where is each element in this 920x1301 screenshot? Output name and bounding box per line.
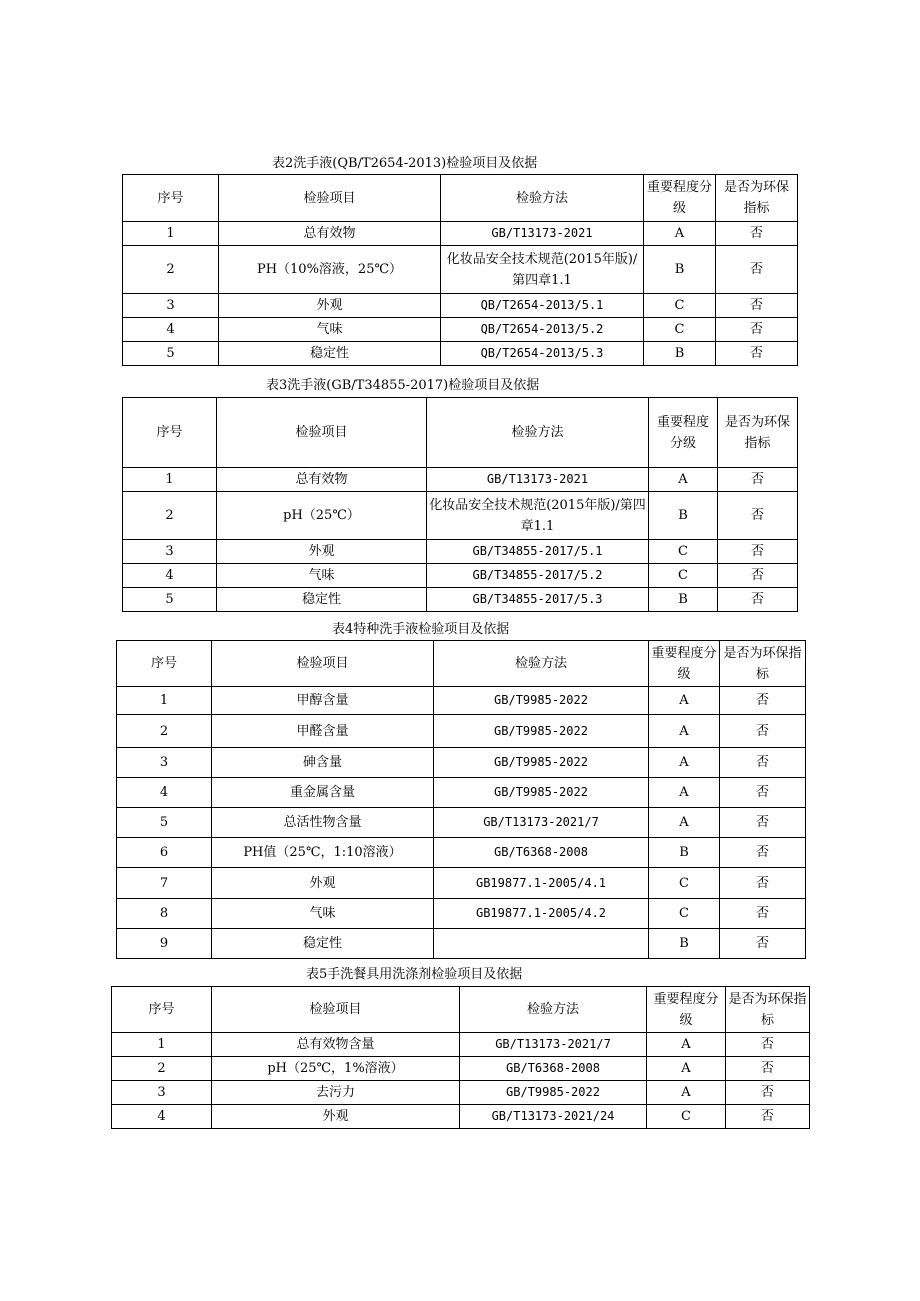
cell-method: GB19877.1-2005/4.2 xyxy=(434,899,649,929)
cell-item: 外观 xyxy=(217,540,427,564)
cell-item: 稳定性 xyxy=(219,342,441,366)
cell-grade: A xyxy=(649,468,718,492)
cell-method: GB/T6368-2008 xyxy=(460,1057,647,1081)
cell-env: 否 xyxy=(716,222,798,246)
table-row xyxy=(123,294,798,318)
cell-method: GB/T9985-2022 xyxy=(434,748,649,778)
cell-method xyxy=(434,929,649,959)
cell-item: 甲醛含量 xyxy=(212,715,434,748)
cell-grade: A xyxy=(649,687,720,715)
header-item: 检验项目 xyxy=(212,641,434,687)
table-row xyxy=(123,468,798,492)
cell-grade: A xyxy=(649,715,720,748)
cell-grade: A xyxy=(649,778,720,808)
cell-env: 否 xyxy=(720,808,806,838)
cell-seq: 3 xyxy=(123,294,219,318)
cell-item: 气味 xyxy=(219,318,441,342)
cell-grade: B xyxy=(649,838,720,868)
cell-grade: B xyxy=(649,492,718,540)
cell-method: GB/T13173-2021 xyxy=(441,222,644,246)
cell-item: 去污力 xyxy=(212,1081,460,1105)
cell-env: 否 xyxy=(720,899,806,929)
cell-seq: 5 xyxy=(117,808,212,838)
cell-seq: 4 xyxy=(117,778,212,808)
header-seq: 序号 xyxy=(117,641,212,687)
cell-method: GB/T34855-2017/5.2 xyxy=(427,564,649,588)
cell-grade: B xyxy=(649,929,720,959)
cell-env: 否 xyxy=(726,1033,810,1057)
table-row xyxy=(117,929,806,959)
cell-item: 气味 xyxy=(212,899,434,929)
cell-item: pH（25℃） xyxy=(217,492,427,540)
header-method: 检验方法 xyxy=(460,987,647,1033)
cell-env: 否 xyxy=(720,929,806,959)
table-row xyxy=(117,868,806,899)
cell-method: QB/T2654-2013/5.2 xyxy=(441,318,644,342)
table-row xyxy=(112,1081,810,1105)
cell-seq: 1 xyxy=(123,222,219,246)
table-header-row xyxy=(112,987,810,1033)
cell-item: PH（10%溶液，25℃） xyxy=(219,246,441,294)
header-grade: 重要程度分级 xyxy=(647,987,726,1033)
cell-grade: C xyxy=(649,540,718,564)
table-4-caption: 表4特种洗手液检验项目及依据 xyxy=(332,622,510,637)
header-item: 检验项目 xyxy=(219,175,441,222)
cell-seq: 2 xyxy=(123,492,217,540)
cell-seq: 8 xyxy=(117,899,212,929)
cell-grade: C xyxy=(649,868,720,899)
cell-seq: 3 xyxy=(123,540,217,564)
header-grade: 重要程度分级 xyxy=(644,175,716,222)
table-row xyxy=(117,748,806,778)
cell-env: 否 xyxy=(718,540,798,564)
cell-item: 总有效物 xyxy=(217,468,427,492)
cell-env: 否 xyxy=(718,468,798,492)
table-row xyxy=(117,808,806,838)
cell-env: 否 xyxy=(718,564,798,588)
cell-method: GB/T9985-2022 xyxy=(434,778,649,808)
cell-env: 否 xyxy=(720,715,806,748)
header-seq: 序号 xyxy=(112,987,212,1033)
cell-item: 总活性物含量 xyxy=(212,808,434,838)
header-method: 检验方法 xyxy=(427,398,649,468)
cell-item: 外观 xyxy=(219,294,441,318)
cell-seq: 1 xyxy=(123,468,217,492)
table-2 xyxy=(122,174,798,366)
cell-item: 外观 xyxy=(212,1105,460,1129)
cell-grade: B xyxy=(644,342,716,366)
cell-method: GB/T13173-2021/7 xyxy=(460,1033,647,1057)
table-row xyxy=(112,1105,810,1129)
header-method: 检验方法 xyxy=(441,175,644,222)
cell-grade: A xyxy=(649,748,720,778)
cell-seq: 9 xyxy=(117,929,212,959)
cell-method: GB/T9985-2022 xyxy=(434,715,649,748)
table-row xyxy=(123,588,798,612)
cell-item: 稳定性 xyxy=(212,929,434,959)
header-env: 是否为环保指标 xyxy=(726,987,810,1033)
cell-env: 否 xyxy=(720,778,806,808)
table-row xyxy=(117,687,806,715)
cell-env: 否 xyxy=(726,1081,810,1105)
table-header-row xyxy=(117,641,806,687)
cell-item: 甲醇含量 xyxy=(212,687,434,715)
table-row xyxy=(123,564,798,588)
cell-seq: 4 xyxy=(123,318,219,342)
cell-method: GB19877.1-2005/4.1 xyxy=(434,868,649,899)
cell-seq: 2 xyxy=(123,246,219,294)
cell-grade: A xyxy=(649,808,720,838)
header-item: 检验项目 xyxy=(217,398,427,468)
cell-method: GB/T13173-2021 xyxy=(427,468,649,492)
header-item: 检验项目 xyxy=(212,987,460,1033)
cell-grade: A xyxy=(644,222,716,246)
cell-seq: 1 xyxy=(117,687,212,715)
table-row xyxy=(112,1033,810,1057)
cell-method: QB/T2654-2013/5.3 xyxy=(441,342,644,366)
cell-seq: 2 xyxy=(117,715,212,748)
cell-grade: B xyxy=(649,588,718,612)
header-method: 检验方法 xyxy=(434,641,649,687)
cell-grade: A xyxy=(647,1033,726,1057)
table-row xyxy=(123,246,798,294)
cell-item: 总有效物含量 xyxy=(212,1033,460,1057)
cell-item: 重金属含量 xyxy=(212,778,434,808)
table-row xyxy=(112,1057,810,1081)
cell-method: QB/T2654-2013/5.1 xyxy=(441,294,644,318)
header-seq: 序号 xyxy=(123,175,219,222)
cell-grade: C xyxy=(644,318,716,342)
cell-env: 否 xyxy=(716,318,798,342)
table-3-caption: 表3洗手液(GB/T34855-2017)检验项目及依据 xyxy=(266,378,540,393)
cell-grade: C xyxy=(647,1105,726,1129)
table-row xyxy=(117,715,806,748)
table-5 xyxy=(111,986,810,1129)
cell-seq: 2 xyxy=(112,1057,212,1081)
cell-item: 气味 xyxy=(217,564,427,588)
table-row xyxy=(123,492,798,540)
cell-item: 总有效物 xyxy=(219,222,441,246)
header-env: 是否为环保指标 xyxy=(716,175,798,222)
table-row xyxy=(117,899,806,929)
cell-method: 化妆品安全技术规范(2015年版)/第四章1.1 xyxy=(441,246,644,294)
table-3 xyxy=(122,397,798,612)
cell-item: 外观 xyxy=(212,868,434,899)
cell-seq: 3 xyxy=(117,748,212,778)
cell-item: 稳定性 xyxy=(217,588,427,612)
cell-seq: 5 xyxy=(123,588,217,612)
cell-seq: 7 xyxy=(117,868,212,899)
cell-grade: A xyxy=(647,1057,726,1081)
cell-method: GB/T13173-2021/7 xyxy=(434,808,649,838)
cell-env: 否 xyxy=(716,342,798,366)
header-env: 是否为环保指标 xyxy=(720,641,806,687)
cell-seq: 5 xyxy=(123,342,219,366)
cell-env: 否 xyxy=(726,1057,810,1081)
cell-method: GB/T9985-2022 xyxy=(434,687,649,715)
cell-env: 否 xyxy=(718,492,798,540)
cell-seq: 6 xyxy=(117,838,212,868)
cell-grade: C xyxy=(644,294,716,318)
table-row xyxy=(123,222,798,246)
cell-env: 否 xyxy=(720,748,806,778)
cell-seq: 4 xyxy=(123,564,217,588)
cell-grade: C xyxy=(649,564,718,588)
header-grade: 重要程度分级 xyxy=(649,641,720,687)
cell-env: 否 xyxy=(726,1105,810,1129)
header-env: 是否为环保指标 xyxy=(718,398,798,468)
cell-method: GB/T34855-2017/5.1 xyxy=(427,540,649,564)
table-5-caption: 表5手洗餐具用洗涤剂检验项目及依据 xyxy=(306,967,523,982)
cell-method: GB/T6368-2008 xyxy=(434,838,649,868)
table-row xyxy=(117,778,806,808)
cell-env: 否 xyxy=(716,294,798,318)
cell-method: 化妆品安全技术规范(2015年版)/第四章1.1 xyxy=(427,492,649,540)
cell-grade: A xyxy=(647,1081,726,1105)
cell-env: 否 xyxy=(720,868,806,899)
table-row xyxy=(123,342,798,366)
table-row xyxy=(123,540,798,564)
table-row xyxy=(123,318,798,342)
cell-item: 砷含量 xyxy=(212,748,434,778)
cell-seq: 4 xyxy=(112,1105,212,1129)
header-grade: 重要程度分级 xyxy=(649,398,718,468)
table-2-caption: 表2洗手液(QB/T2654-2013)检验项目及依据 xyxy=(272,156,538,171)
cell-item: PH值（25℃，1:10溶液） xyxy=(212,838,434,868)
table-header-row xyxy=(123,398,798,468)
cell-method: GB/T13173-2021/24 xyxy=(460,1105,647,1129)
cell-env: 否 xyxy=(720,687,806,715)
cell-grade: C xyxy=(649,899,720,929)
cell-method: GB/T34855-2017/5.3 xyxy=(427,588,649,612)
table-header-row xyxy=(123,175,798,222)
cell-env: 否 xyxy=(716,246,798,294)
cell-seq: 1 xyxy=(112,1033,212,1057)
table-4 xyxy=(116,640,806,959)
table-row xyxy=(117,838,806,868)
cell-item: pH（25℃，1%溶液） xyxy=(212,1057,460,1081)
cell-seq: 3 xyxy=(112,1081,212,1105)
cell-env: 否 xyxy=(720,838,806,868)
cell-grade: B xyxy=(644,246,716,294)
cell-method: GB/T9985-2022 xyxy=(460,1081,647,1105)
cell-env: 否 xyxy=(718,588,798,612)
header-seq: 序号 xyxy=(123,398,217,468)
